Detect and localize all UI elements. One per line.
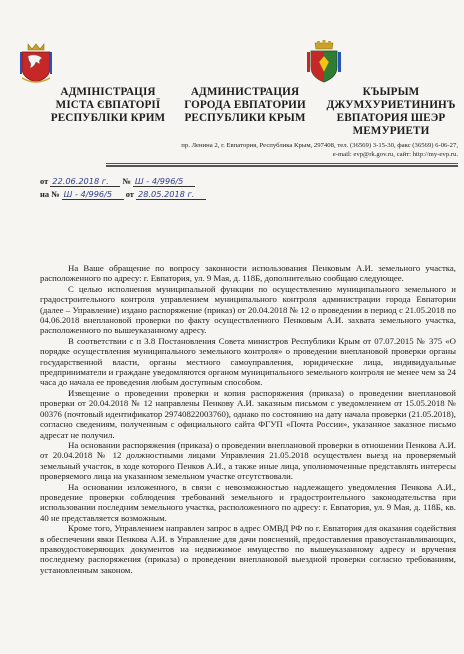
- header-line: АДМІНІСТРАЦІЯ: [60, 86, 156, 98]
- paragraph: На Ваше обращение по вопросу законности использования Пенковым А.И. земельного участка, расположенного по адресу: г. Евпатория, ул. 9 Мая, д. 118Б, дополнительно сообщаю следующее.: [40, 263, 456, 284]
- header-line: ЕВПАТОРИЯ ШЕЭР: [336, 112, 446, 124]
- on-number-label: на №: [40, 190, 60, 199]
- outgoing-registration: [40, 176, 195, 187]
- paragraph: В соответствии с п 3.8 Постановления Совета министров Республики Крым от 07.07.2015 № 375 «О порядке осуществления муниципального земельного контроля» о проведении внеплановой проверки органы государственной власти, органы местного самоуправления, юридические лица, индивидуальные предприниматели и граждане уведомляются органом муниципального земельного контроля не менее чем за 24 часа до начала ее проведения любым доступным способом.: [40, 335, 456, 388]
- address-line: пр. Ленина 2, г. Евпатория, Республика Крым, 297408, тел. (36569) 3-15-30, факс (36569) 6-06-27,: [181, 142, 458, 149]
- header-line: МЕМУРИЕТИ: [352, 125, 430, 137]
- header-line: ГОРОДА ЕВПАТОРИИ: [184, 99, 306, 111]
- paragraph: Извещение о проведении проверки и копия распоряжения (приказа) о проведении внеплановой проверки от 20.04.2018 № 12 направлены Пенкову А.И. заказным письмом с уведомлением от 15.05.2018 № 00376 (почтовый идентификатор 29740822003760), однако по состоянию на дату начала проверки (21.05.2018), согласно сведениям, полученным с официального сайта ФГУП «Почта России», указанное заказное письмо адресат не получил.: [40, 387, 456, 440]
- header-divider: [106, 163, 458, 164]
- outgoing-number: Ш - 4/996/5: [133, 176, 195, 187]
- paragraph: На основании распоряжения (приказа) о проведении внеплановой проверки в отношении Пенкова А.И. от 20.04.2018 № 12 должностными лицами Управления 21.05.2018 осуществлен выезд на проверяемый земельный участок, в ходе которого Пенков А.И., а также иные лица, уполномоченные представлять интересы проверяемого лица на указанном земельном участке отсутствовали.: [40, 439, 456, 482]
- incoming-date: 28.05.2018 г.: [136, 189, 206, 200]
- evpatoria-coat-of-arms-icon: [306, 40, 342, 84]
- header-line: РЕСПУБЛИКИ КРЫМ: [184, 112, 306, 124]
- paragraph: С целью исполнения муниципальной функции по осуществлению муниципального земельного и градостроительного контроля управлением муниципального контроля администрации города Евпатории (далее – Управление) издано распоряжение (приказ) от 20.04.2018 № 12 о проведении в период с 21.05.2018 по 04.06.2018 внеплановой проверки по факту осуществленного Пенковым А.И. захвата земельного участка, расположенного по вышеуказанному адресу.: [40, 283, 456, 336]
- address-line: e-mail: evp@rk.gov.ru, сайт: http://my-evp.ru.: [332, 151, 458, 158]
- header-divider-thick: [106, 165, 458, 167]
- from-label: от: [40, 177, 49, 186]
- header-russian: [170, 86, 320, 125]
- letter-body: [40, 263, 456, 575]
- header-crimean-tatar: [318, 86, 464, 138]
- from-label: от: [125, 190, 134, 199]
- paragraph: На основании изложенного, в связи с невозможностью надлежащего уведомления Пенкова А.И., проведение проверки соблюдения требований земельного и градостроительного законодательства при использовании последним земельного участка, расположенного по адресу: г. Евпатория, ул. 9 Мая, д. 118Б, кв. 40 не представляется возможным.: [40, 481, 456, 523]
- number-label: №: [122, 177, 131, 186]
- header-ukrainian: [38, 86, 178, 125]
- outgoing-date: 22.06.2018 г.: [50, 176, 120, 187]
- crimea-coat-of-arms-icon: [18, 40, 54, 84]
- header-line: КЪЫРЫМ: [362, 86, 420, 98]
- header-line: МІСТА ЄВПАТОРІЇ: [55, 99, 161, 111]
- header-line: АДМИНИСТРАЦИЯ: [190, 86, 300, 98]
- incoming-number: Ш - 4/996/5: [62, 189, 124, 200]
- incoming-registration: [40, 189, 206, 200]
- paragraph: Кроме того, Управлением направлен запрос в адрес ОМВД РФ по г. Евпатория для оказания содействия в обеспечении явки Пенкова А.И. в Управление для дачи пояснений, предоставления правоустанавливающих, правоудостоверяющих документов на недвижимое имущество по вышеуказанному адресу и вручения последнему распоряжения (приказа) о проведении внеплановой выездной проверки согласно требованиям, установленным законом.: [40, 523, 456, 575]
- contact-address: [108, 141, 458, 159]
- header-line: ДЖУМХУРИЕТИНИНЪ: [326, 99, 456, 111]
- header-line: РЕСПУБЛІКИ КРИМ: [50, 112, 166, 124]
